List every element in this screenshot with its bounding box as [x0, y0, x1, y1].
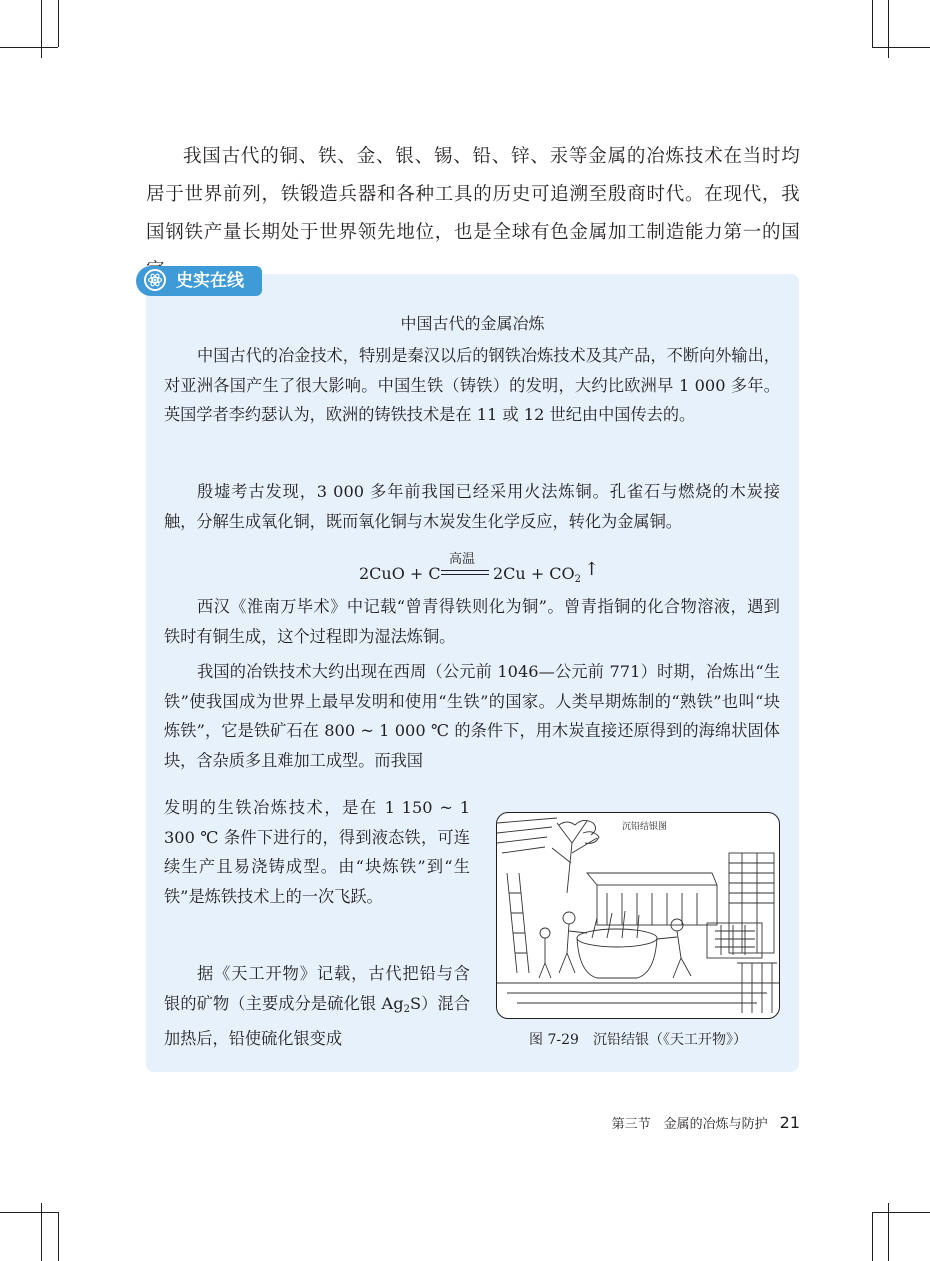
chemical-equation	[146, 548, 799, 588]
products-subscript: 2	[574, 574, 582, 585]
gas-arrow-icon: ↑	[584, 559, 600, 580]
box-title: 中国古代的金属冶炼	[400, 314, 545, 333]
paragraph-5	[164, 793, 470, 911]
crop-mark	[872, 0, 873, 47]
crop-mark	[0, 47, 58, 48]
inscription-label: 沉铅结银图	[622, 822, 668, 832]
crop-mark	[58, 1212, 59, 1261]
crop-mark	[888, 1203, 889, 1261]
page-footer	[560, 1112, 800, 1136]
smelting-illustration	[496, 812, 780, 1019]
figure-caption: 图 7-29 沉铅结银（《天工开物》）	[529, 1032, 747, 1048]
crop-mark	[41, 1203, 42, 1261]
tag-label: 史实在线	[176, 271, 244, 291]
equation-bar	[441, 570, 489, 571]
footer-section: 第三节 金属的冶炼与防护	[611, 1117, 768, 1132]
atom-badge-icon	[144, 269, 166, 291]
crop-mark	[872, 47, 930, 48]
equation-reactants: 2CuO + C	[359, 564, 441, 583]
paragraph-1	[164, 341, 780, 430]
paragraph-6-text	[164, 959, 470, 1054]
paragraph-4	[164, 657, 780, 775]
paragraph-2	[164, 477, 780, 536]
woodcut-drawing	[497, 813, 779, 1018]
paragraph-2-text: 殷墟考古发现，3 000 多年前我国已经采用火法炼铜。孔雀石与燃烧的木炭接触，分解生成氧化铜，既而氧化铜与木炭发生化学反应，转化为金属铜。	[164, 482, 780, 531]
paragraph-3-text: 西汉《淮南万毕术》中记载“曾青得铁则化为铜”。曾青指铜的化合物溶液，遇到铁时有铜生成，这个过程即为湿法炼铜。	[164, 597, 780, 646]
paragraph-6-subscript: 2	[403, 1003, 410, 1015]
products-main: 2Cu + CO	[493, 564, 575, 583]
crop-mark	[872, 1212, 930, 1213]
equation-bar	[441, 574, 489, 575]
equation-condition: 高温	[449, 552, 476, 567]
paragraph-5-text: 发明的生铁冶炼技术，是在 1 150 ~ 1 300 ℃ 条件下进行的，得到液态铁，可连续生产且易浇铸成型。由“块炼铁”到“生铁”是炼铁技术上的一次飞跃。	[164, 798, 470, 906]
crop-mark	[41, 0, 42, 58]
paragraph-6-main: 据《天工开物》记载，古代把铅与含银的矿物（主要成分是硫化银 Ag	[164, 964, 470, 1013]
crop-mark	[872, 1212, 873, 1261]
page-number: 21	[779, 1113, 800, 1132]
paragraph-6	[164, 959, 470, 1054]
history-online-tag	[136, 266, 262, 296]
crop-mark	[0, 1212, 58, 1213]
paragraph-6-tail: S）混合加热后，铅使硫化银变成	[164, 993, 471, 1048]
crop-mark	[888, 0, 889, 58]
intro-paragraph: 我国古代的铜、铁、金、银、锡、铅、锌、汞等金属的冶炼技术在当时均居于世界前列，铁锻造兵器和各种工具的历史可追溯至殷商时代。在现代，我国钢铁产量长期处于世界领先地位，也是全球有色金属加工制造能力第一的国	[146, 146, 800, 243]
crop-mark	[58, 0, 59, 47]
paragraph-1-text: 中国古代的冶金技术，特别是秦汉以后的钢铁冶炼技术及其产品，不断向外输出，对亚洲各国产生了很大影响。中国生铁（铸铁）的发明，大约比欧洲早 1 000 多年。英国学者李约瑟认为，欧洲的铸铁技术是在 11 或 12 世纪由中国传去的。	[164, 346, 780, 424]
equation-products	[493, 564, 581, 585]
paragraph-4-text: 我国的冶铁技术大约出现在西周（公元前 1046—公元前 771）时期，冶炼出“生铁”使我国成为世界上最早发明和使用“生铁”的国家。人类早期炼制的“熟铁”也叫“块炼铁”，它是铁矿石在 800 ~ 1 000 ℃ 的条件下，用木炭直接还原得到的海绵状固体块，含杂质多且难加工成型。而我国	[164, 662, 780, 770]
paragraph-3	[164, 592, 780, 651]
